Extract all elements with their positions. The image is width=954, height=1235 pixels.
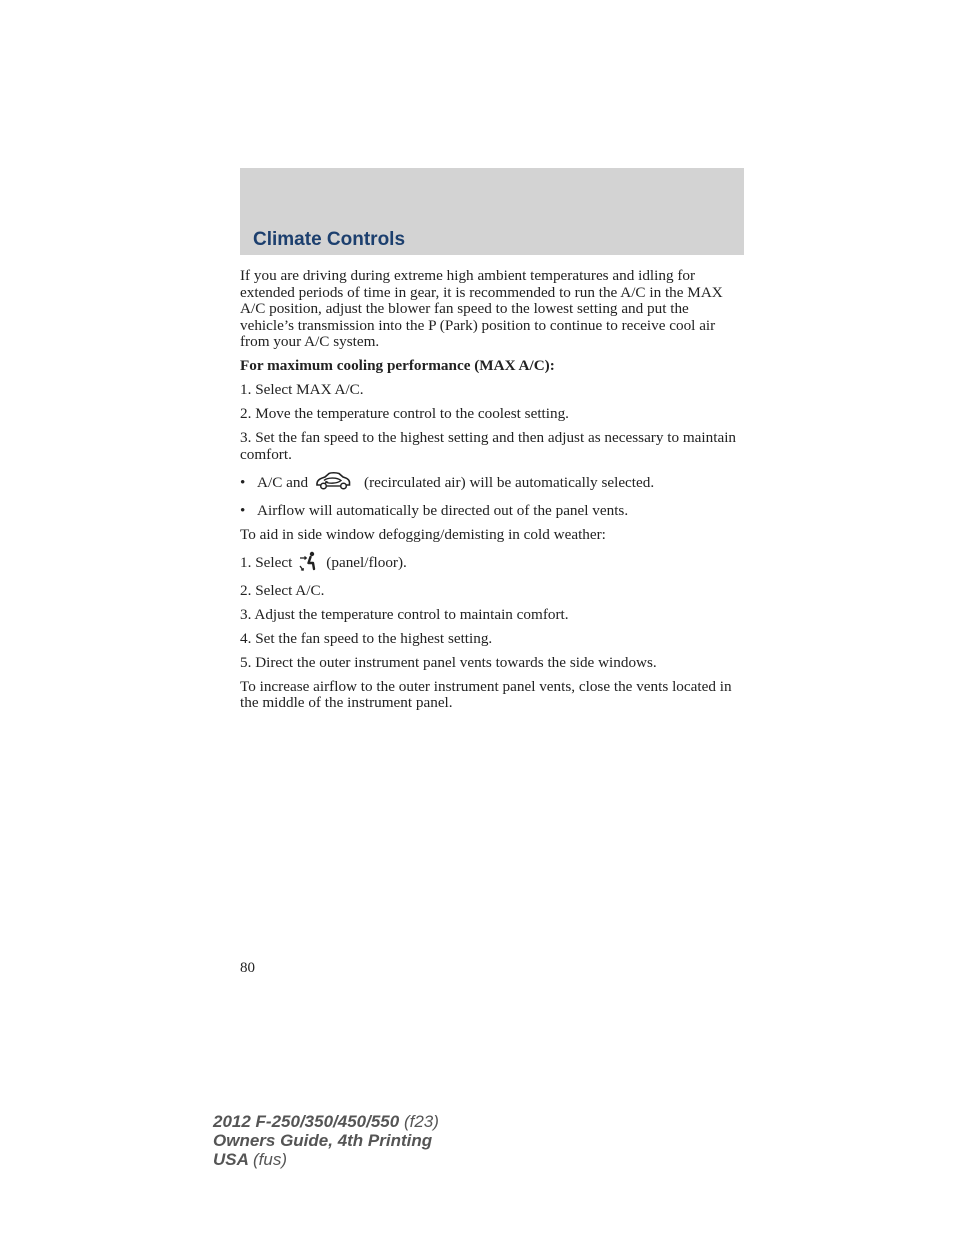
defog-step-5: 5. Direct the outer instrument panel vents towards the side windows.: [240, 653, 657, 671]
bullet-airflow: [240, 503, 740, 520]
bullet-1-pre: A/C and: [257, 473, 309, 491]
max-ac-step-1: 1. Select MAX A/C.: [240, 381, 364, 398]
max-ac-heading: For maximum cooling performance (MAX A/C):: [240, 357, 555, 374]
section-header-band: [240, 168, 744, 255]
footer-market-code: (fus): [253, 1150, 287, 1169]
bullet-2-text: Airflow will automatically be directed out of the panel vents.: [257, 501, 629, 519]
footer-model-code: (f23): [403, 1112, 439, 1131]
page-number: 80: [240, 960, 255, 976]
footer-market: USA: [213, 1150, 249, 1169]
bullet-dot: •: [240, 473, 246, 491]
defog-step-3: 3. Adjust the temperature control to maintain comfort.: [240, 605, 569, 623]
bullet-recirculation: [240, 471, 740, 496]
max-ac-step-3: 3. Set the fan speed to the highest setting and then adjust as necessary to maintain comfort.: [240, 429, 737, 463]
section-title: Climate Controls: [253, 229, 406, 250]
footer-model: 2012 F-250/350/450/550: [213, 1112, 400, 1131]
defog-step-1-pre: 1. Select: [240, 553, 293, 571]
document-footer: [213, 1112, 439, 1169]
max-ac-step-2: 2. Move the temperature control to the coolest setting.: [240, 405, 569, 422]
recirculated-air-icon: [314, 471, 352, 496]
footer-line-3: [213, 1150, 439, 1169]
bullet-dot: •: [240, 501, 246, 519]
bullet-1-post: (recirculated air) will be automatically selected.: [364, 473, 655, 491]
page-content: [240, 268, 740, 719]
defog-step-2: 2. Select A/C.: [240, 581, 325, 599]
intro-paragraph: If you are driving during extreme high ambient temperatures and idling for extended periods of time in gear, it is recommended to run the A/C in the MAX A/C position, adjust the blower fan speed to the lowest setting and put the vehicle’s transmission into the P (Park) position to continue to receive cool air from your A/C system.: [240, 267, 723, 350]
footer-line-2: Owners Guide, 4th Printing: [213, 1131, 433, 1150]
defog-step-1-post: (panel/floor).: [326, 553, 407, 571]
closing-paragraph: To increase airflow to the outer instrument panel vents, close the vents located in the middle of the instrument panel.: [240, 677, 732, 711]
footer-line-1: [213, 1112, 439, 1131]
defog-step-4: 4. Set the fan speed to the highest setting.: [240, 629, 493, 647]
defog-intro: To aid in side window defogging/demisting in cold weather:: [240, 525, 606, 543]
panel-floor-icon: [298, 551, 318, 576]
defog-step-1: [240, 551, 740, 576]
